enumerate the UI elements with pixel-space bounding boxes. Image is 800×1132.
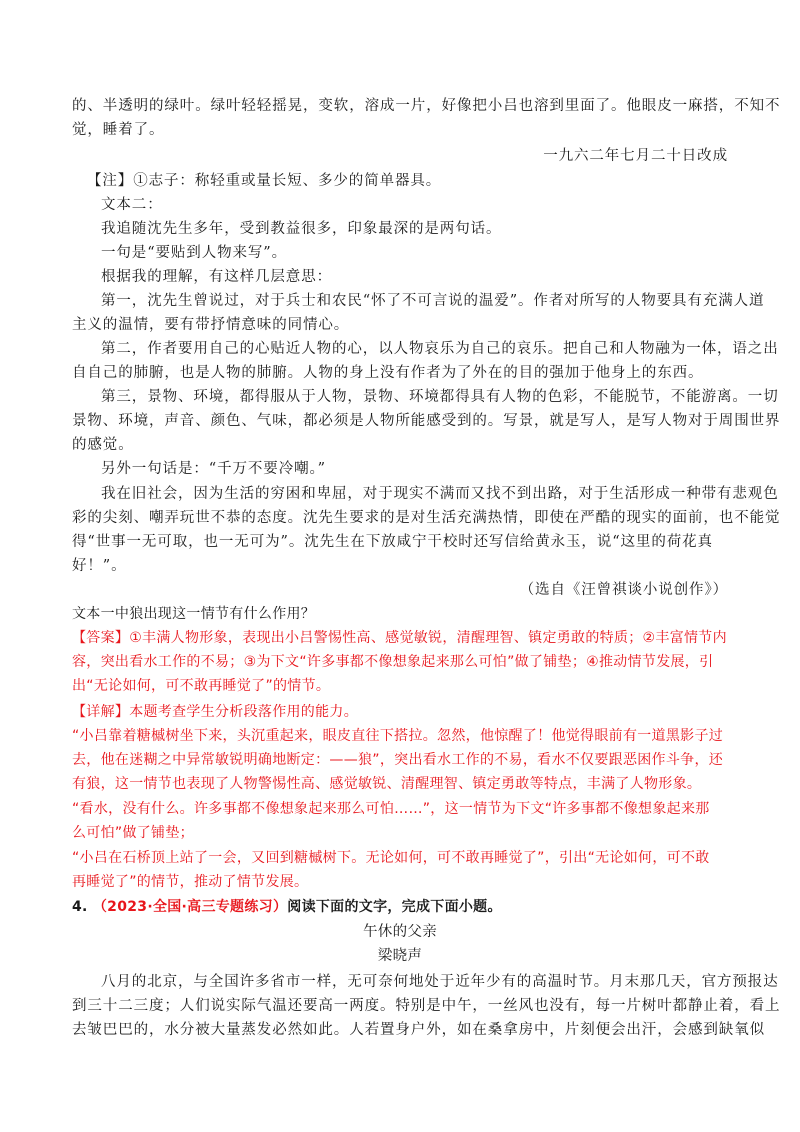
essay-line: 一句是“要贴到人物来写”。: [101, 245, 288, 261]
essay-line: 主义的温情，要有带抒情意味的同情心。: [72, 317, 350, 333]
question-number: 4.: [72, 899, 88, 915]
question-4-header: [72, 897, 502, 917]
essay-line: 根据我的理解，有这样几层意思：: [101, 269, 332, 285]
article-author: 梁晓声: [377, 948, 423, 964]
essay-line: 彩的尖刻、嘲弄玩世不恭的态度。沈先生要求的是对生活充满热情，即使在严酷的现实的面前，也不能觉: [72, 510, 781, 526]
essay-line: 我在旧社会，因为生活的穷困和卑屈，对于现实不满而又找不到出路，对于生活形成一种带有悲观色: [101, 486, 779, 502]
essay-line: 第三，景物、环境，都得服从于人物，景物、环境都得具有人物的色彩，不能脱节，不能游离。一切: [101, 389, 779, 405]
essay-line: 得“世事一无可取，也一无可为”。沈先生在下放咸宁干校时还写信给黄永玉，说“这里的荷花真: [72, 534, 713, 550]
essay-line: 的感觉。: [72, 437, 134, 453]
article-line: 八月的北京，与全国许多省市一样，无可奈何地处于近年少有的高温时节。月末那几天，官方预报达: [101, 974, 779, 990]
analysis-line: 去，他在迷糊之中异常敏锐明确地断定：——狼”，突出看水工作的不易，看水不仅要跟恶困作斗争，还: [72, 752, 724, 768]
source-citation: （选自《汪曾祺谈小说创作》）: [519, 582, 728, 598]
analysis-line: “小吕在石桥顶上站了一会，又回到糖槭树下。无论如何，可不敢再睡觉了”，引出“无论如何，可不敢: [72, 850, 710, 866]
story-line: 的、半透明的绿叶。绿叶轻轻摇晃，变软，溶成一片，好像把小吕也溶到里面了。他眼皮一麻搭，不知不: [72, 98, 781, 114]
analysis-line: “看水，没有什么。许多事都不像想象起来那么可怕……”，这一情节为下文“许多事都不像想象起来那: [72, 801, 710, 817]
essay-line: 自自己的肺腑，也是人物的肺腑。人物的身上没有作者为了外在的目的强加于他身上的东西。: [72, 365, 704, 381]
essay-line: 第一，沈先生曾说过，对于兵士和农民“怀了不可言说的温爱”。作者对所写的人物要具有充满人道: [101, 293, 765, 309]
answer-line: 出“无论如何，可不敢再睡觉了”的情节。: [72, 678, 331, 694]
revision-date: 一九六二年七月二十日改成: [543, 148, 728, 164]
analysis-line: 有狼，这一情节也表现了人物警惕性高、感觉敏锐、清醒理智、镇定勇敢等特点，丰满了人物形象。: [72, 776, 702, 792]
question-text: 文本一中狼出现这一情节有什么作用？: [72, 606, 316, 622]
answer-line: 容，突出看水工作的不易；③为下文“许多事都不像想象起来那么可怕”做了铺垫；④推动情节发展，引: [72, 654, 714, 670]
text-two-label: 文本二：: [101, 197, 163, 213]
analysis-line: “小吕靠着糖槭树坐下来，头沉重起来，眼皮直往下搭拉。忽然，他惊醒了！他觉得眼前有一道黑影子过: [72, 728, 724, 744]
article-line: 去皱巴巴的，水分被大量蒸发必然如此。人若置身户外，如在桑拿房中，片刻便会出汗，会感到缺氧似: [72, 1022, 765, 1038]
analysis-line: 【详解】本题考查学生分析段落作用的能力。: [72, 704, 358, 720]
essay-line: 另外一句话是：“千万不要冷嘲。”: [101, 461, 326, 477]
analysis-line: 再睡觉了”的情节，推动了情节发展。: [72, 874, 309, 890]
analysis-line: 么可怕”做了铺垫；: [72, 825, 194, 841]
answer-line: 【答案】①丰满人物形象，表现出小吕警惕性高、感觉敏锐，清醒理智、镇定勇敢的特质；②丰富情节内: [72, 630, 727, 646]
question-instruction: 阅读下面的文字，完成下面小题。: [287, 899, 502, 915]
question-source-tag: （2023·全国·高三专题练习）: [92, 899, 288, 915]
essay-line: 第二，作者要用自己的心贴近人物的心，以人物哀乐为自己的哀乐。把自己和人物融为一体，语之出: [101, 341, 779, 357]
essay-line: 景物、环境，声音、颜色、气味，都必须是人物所能感受到的。写景，就是写人，是写人物对于周围世界: [72, 413, 781, 429]
essay-line: 我追随沈先生多年，受到教益很多，印象最深的是两句话。: [101, 221, 502, 237]
story-line: 觉，睡着了。: [72, 122, 165, 138]
article-line: 到三十二三度；人们说实际气温还要高一两度。特别是中午，一丝风也没有，每一片树叶都静止着，看上: [72, 998, 781, 1014]
article-title: 午休的父亲: [363, 924, 437, 940]
footnote: 【注】①志子：称轻重或量长短、多少的简单器具。: [87, 173, 442, 189]
essay-line: 好！”。: [72, 558, 127, 574]
